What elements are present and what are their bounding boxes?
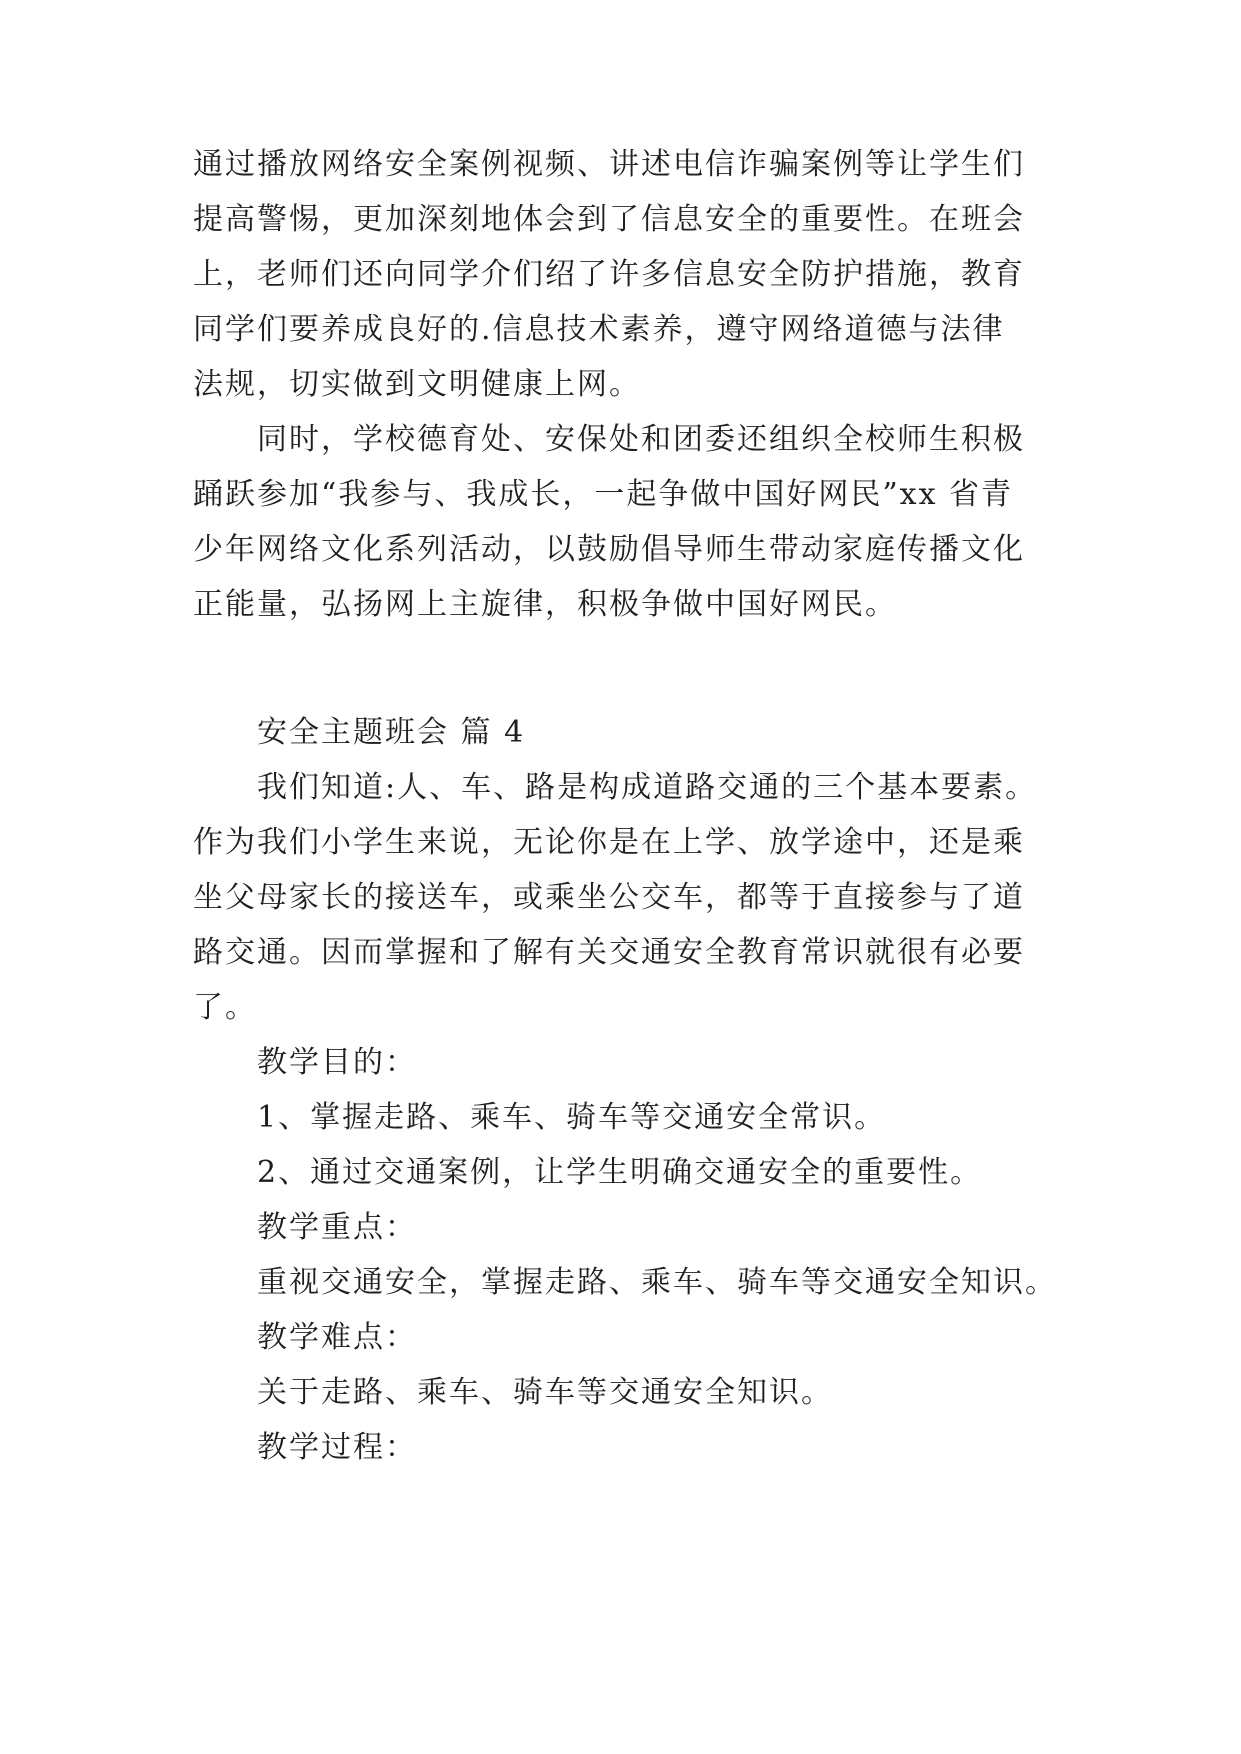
subheading: 教学过程： [257,1430,417,1465]
paragraph-line: 提高警惕，更加深刻地体会到了信息安全的重要性。在班会 [193,202,1025,237]
paragraph-line: 通过播放网络安全案例视频、讲述电信诈骗案例等让学生们 [193,147,1025,182]
paragraph-line: 了。 [193,990,257,1025]
paragraph-line: 上，老师们还向同学介们绍了许多信息安全防护措施，教育 [193,257,1025,292]
paragraph-line: 重视交通安全，掌握走路、乘车、骑车等交通安全知识。 [257,1265,1057,1300]
paragraph-line: 踊跃参加“我参与、我成长，一起争做中国好网民”xx 省青 [193,477,1014,512]
subheading: 教学目的： [257,1045,417,1080]
paragraph-line: 作为我们小学生来说，无论你是在上学、放学途中，还是乘 [193,825,1025,860]
paragraph-line: 同学们要养成良好的.信息技术素养，遵守网络道德与法律 [193,312,1005,347]
paragraph-line: 正能量，弘扬网上主旋律，积极争做中国好网民。 [193,587,897,622]
paragraph-line: 坐父母家长的接送车，或乘坐公交车，都等于直接参与了道 [193,880,1025,915]
subheading: 教学难点： [257,1320,417,1355]
paragraph-line: 我们知道:人、车、路是构成道路交通的三个基本要素。 [257,770,1038,805]
paragraph-line: 法规，切实做到文明健康上网。 [193,367,641,402]
paragraph-line: 同时，学校德育处、安保处和团委还组织全校师生积极 [257,422,1025,457]
list-item: 1、掌握走路、乘车、骑车等交通安全常识。 [257,1100,887,1135]
list-item: 2、通过交通案例，让学生明确交通安全的重要性。 [257,1155,983,1190]
subheading: 教学重点： [257,1210,417,1245]
paragraph-line: 路交通。因而掌握和了解有关交通安全教育常识就很有必要 [193,935,1025,970]
paragraph-line: 关于走路、乘车、骑车等交通安全知识。 [257,1375,833,1410]
section-heading: 安全主题班会 篇 4 [257,715,526,750]
paragraph-line: 少年网络文化系列活动，以鼓励倡导师生带动家庭传播文化 [193,532,1025,567]
